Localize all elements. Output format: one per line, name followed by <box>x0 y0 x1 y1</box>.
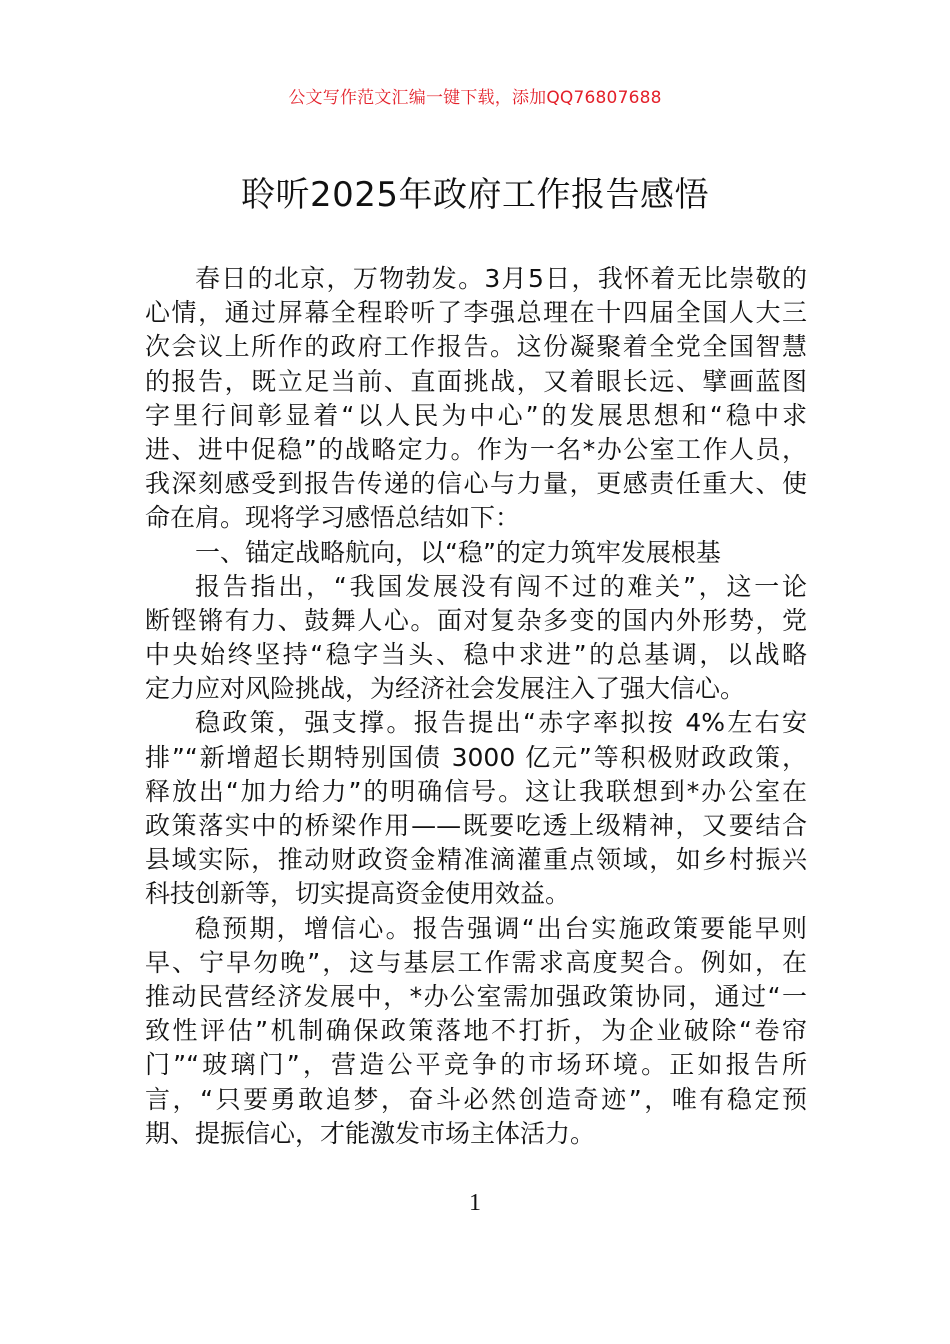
text-line: 心情，通过屏幕全程聆听了李强总理在十四届全国人大三 <box>145 298 807 328</box>
page-number: 1 <box>469 1190 481 1216</box>
text-line: 稳预期，增信心。报告强调“出台实施政策要能早则 <box>195 913 807 943</box>
text-line: 断铿锵有力、鼓舞人心。面对复杂多变的国内外形势，党 <box>145 605 807 635</box>
text-line: 排”“新增超长期特别国债 3000 亿元”等积极财政政策， <box>145 742 807 772</box>
text-line: 的报告，既立足当前、直面挑战，又着眼长远、擘画蓝图 <box>145 366 807 396</box>
text-line: 稳政策，强支撑。报告提出“赤字率拟按 4%左右安 <box>195 708 807 738</box>
text-line: 中央始终坚持“稳字当头、稳中求进”的总基调，以战略 <box>145 640 807 670</box>
text-line: 早、宁早勿晚”，这与基层工作需求高度契合。例如，在 <box>145 947 807 977</box>
text-line: 我深刻感受到报告传递的信心与力量，更感责任重大、使 <box>145 469 807 499</box>
text-line: 字里行间彰显着“以人民为中心”的发展思想和“稳中求 <box>145 400 807 430</box>
download-watermark: 公文写作范文汇编一键下载，添加QQ76807688 <box>288 88 662 108</box>
paragraph-report-quote <box>145 570 807 707</box>
text-line: 次会议上所作的政府工作报告。这份凝聚着全党全国智慧 <box>145 332 807 362</box>
document-title: 聆听2025年政府工作报告感悟 <box>240 175 710 215</box>
document-body <box>145 262 807 1151</box>
text-line: 推动民营经济发展中，*办公室需加强政策协同，通过“一 <box>145 981 807 1011</box>
text-line: 门”“玻璃门”，营造公平竞争的市场环境。正如报告所 <box>145 1050 807 1080</box>
text-line: 释放出“加力给力”的明确信号。这让我联想到*办公室在 <box>145 776 807 806</box>
text-line: 政策落实中的桥梁作用——既要吃透上级精神，又要结合 <box>145 811 807 840</box>
text-line: 定力应对风险挑战，为经济社会发展注入了强大信心。 <box>145 674 746 704</box>
text-line: 致性评估”机制确保政策落地不打折，为企业破除“卷帘 <box>145 1016 807 1046</box>
text-line: 春日的北京，万物勃发。3月5日，我怀着无比崇敬的 <box>195 264 807 293</box>
text-line: 县域实际，推动财政资金精准滴灌重点领域，如乡村振兴 <box>145 845 807 875</box>
heading-line: 一、锚定战略航向，以“稳”的定力筑牢发展根基 <box>195 537 721 567</box>
text-line: 期、提振信心，才能激发市场主体活力。 <box>145 1118 596 1148</box>
paragraph-stable-policy <box>145 706 807 911</box>
paragraph-stable-expectations <box>145 912 807 1151</box>
text-line: 科技创新等，切实提高资金使用效益。 <box>145 879 571 909</box>
section-heading <box>145 536 807 570</box>
text-line: 命在肩。现将学习感悟总结如下： <box>145 503 521 533</box>
text-line: 报告指出，“我国发展没有闯不过的难关”，这一论 <box>195 571 807 601</box>
text-line: 进、进中促稳”的战略定力。作为一名*办公室工作人员， <box>145 434 807 464</box>
text-line: 言，“只要勇敢追梦，奋斗必然创造奇迹”，唯有稳定预 <box>145 1084 807 1114</box>
paragraph-intro <box>145 262 807 536</box>
